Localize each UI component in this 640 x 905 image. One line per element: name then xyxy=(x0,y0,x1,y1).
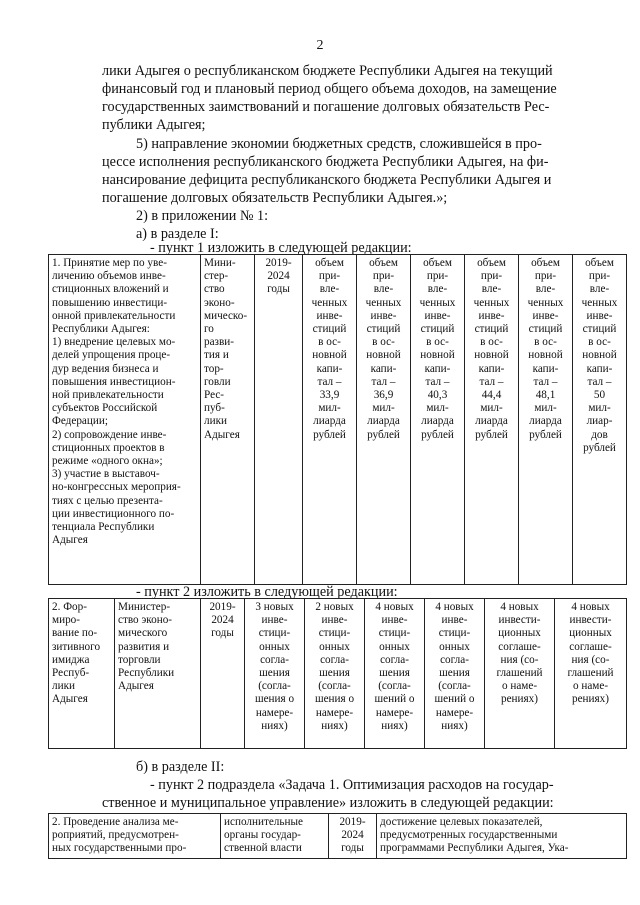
executor-cell: исполнительные органы государ- ственной власти xyxy=(221,814,329,859)
value-cell: объем при- вле- ченных инве- стиций в ос- новной капи- тал – 36,9 мил- лиарда рублей xyxy=(357,255,411,585)
value-cell: 2 новых инве- стици- онных согла- шения (согла- шения о намере- ниях) xyxy=(305,599,365,749)
point2-heading: - пункт 2 изложить в следующей редакции: xyxy=(136,584,398,600)
point1-heading: - пункт 1 изложить в следующей редакции: xyxy=(150,240,412,256)
text-line: нансирование дефицита республиканского бюджета Республики Адыгея и xyxy=(102,172,552,188)
section2-line: б) в разделе II: xyxy=(136,759,225,775)
value-cell: 3 новых инве- стици- онных согла- шения (согла- шения о намере- ниях) xyxy=(245,599,305,749)
table-task1-point2 xyxy=(48,813,627,859)
value-cell: 4 новых инве- стици- онных согла- шения (согла- шений о намере- ниях) xyxy=(365,599,425,749)
value-cell: объем при- вле- ченных инве- стиций в ос- новной капи- тал – 40,3 мил- лиарда рублей xyxy=(411,255,465,585)
executor-cell: Министер- ство эконо- мического развития и торговли Республики Адыгея xyxy=(115,599,201,749)
period-cell: 2019- 2024 годы xyxy=(255,255,303,585)
value-cell: объем при- вле- ченных инве- стиций в ос- новной капи- тал – 48,1 мил- лиарда рублей xyxy=(519,255,573,585)
task-line: ственное и муниципальное управление» изложить в следующей редакции: xyxy=(102,795,554,811)
task-line: - пункт 2 подраздела «Задача 1. Оптимизация расходов на государ- xyxy=(150,777,554,793)
table-row xyxy=(49,814,627,859)
measure-cell: 1. Принятие мер по уве- личению объемов инве- стиционных вложений и повышению инвестици- онной привлекательности Республики Адыгея: 1) внедрение целевых мо- делей упрощения проце- дур ведения бизнеса и повышения инвестицион- ной привлекательности субъектов Российской Федерации; 2) сопровождение инве- стиционных проектов в режиме «одного окна»; 3) участие в выставоч- но-конгрессных мероприя- тиях с целью презента- ции инвестиционного по- тенциала Республики Адыгея xyxy=(49,255,201,585)
text-line: 5) направление экономии бюджетных средств, сложившейся в про- xyxy=(136,136,542,152)
text-line: государственных заимствований и погашение долговых обязательств Рес- xyxy=(102,99,550,115)
value-cell: объем при- влe- ченных инве- стиций в ос- новной капи- тал – 50 мил- лиар- дов рублей xyxy=(573,255,627,585)
value-cell: 4 новых инве- стици- онных согла- шения (согла- шений о намере- ниях) xyxy=(425,599,485,749)
executor-cell: Мини- стер- ство эконо- мическо- го разви- тия и тор- говли Рес- пуб- лики Адыгея xyxy=(201,255,255,585)
table-point2 xyxy=(48,598,627,749)
measure-cell: 2. Фор- миро- вание по- зитивного имиджа Респуб- лики Адыгея xyxy=(49,599,115,749)
value-cell: 4 новых инвести- ционных соглаше- ния (со- глашений о наме- рениях) xyxy=(485,599,555,749)
text-line: погашение долговых обязательств Республики Адыгея.»; xyxy=(102,190,448,206)
period-cell: 2019- 2024 годы xyxy=(329,814,377,859)
table-row xyxy=(49,599,627,749)
text-line: цессе исполнения республиканского бюджета Республики Адыгея, на фи- xyxy=(102,154,549,170)
appendix-line: 2) в приложении № 1: xyxy=(136,208,269,224)
table-point1 xyxy=(48,254,627,585)
section1-line: а) в разделе I: xyxy=(136,226,219,242)
value-cell: 4 новых инвести- ционных соглаше- ния (со- глашений о наме- рениях) xyxy=(555,599,627,749)
measure-cell: 2. Проведение анализа ме- роприятий, предусмотрен- ных государственными про- xyxy=(49,814,221,859)
period-cell: 2019- 2024 годы xyxy=(201,599,245,749)
text-line: публики Адыгея; xyxy=(102,117,206,133)
value-cell: объем при- вле- ченных инве- стиций в ос- новной капи- тал – 44,4 мил- лиарда рублей xyxy=(465,255,519,585)
result-cell: достижение целевых показателей, предусмотренных государственными программами Республики Адыгея, Ука- xyxy=(377,814,627,859)
text-line: финансовый год и плановый период общего объема доходов, на замещение xyxy=(102,81,557,97)
text-line: лики Адыгея о республиканском бюджете Республики Адыгея на текущий xyxy=(102,63,553,79)
value-cell: объем при- вле- ченных инве- стиций в ос- новной капи- тал – 33,9 мил- лиарда рублей xyxy=(303,255,357,585)
page-number: 2 xyxy=(316,38,324,53)
table-row xyxy=(49,255,627,585)
